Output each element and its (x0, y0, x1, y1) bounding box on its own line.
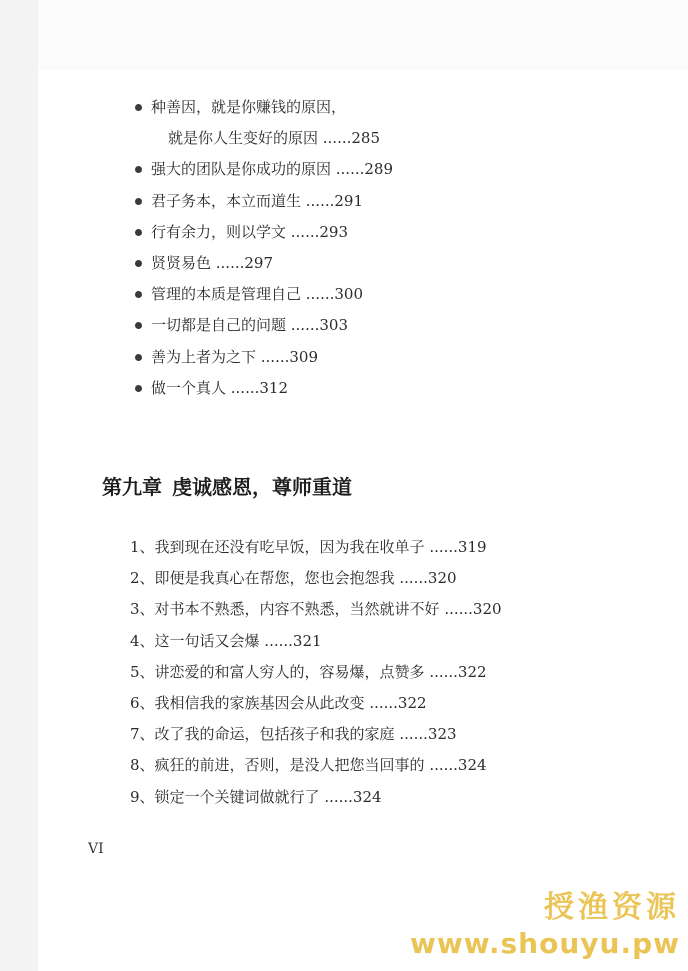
watermark-url: www.shouyu.pw (410, 927, 680, 960)
toc-bullet-item[interactable] (134, 373, 393, 404)
toc-entry-text: 强大的团队是你成功的原因 ......289 (151, 160, 394, 179)
toc-entry-text: 一切都是自己的问题 ......303 (151, 316, 349, 335)
toc-numbered-item[interactable]: 8、疯狂的前进，否则，是没人把您当回事的 ......324 (130, 756, 487, 775)
toc-entry-text: 君子务本，本立而道生 ......291 (151, 191, 364, 210)
toc-entry-text: 善为上者为之下 ......309 (151, 347, 319, 366)
page-number: VI (88, 841, 104, 857)
toc-bullet-item[interactable] (134, 310, 393, 341)
chapter-title-text: 虔诚感恩，尊师重道 (172, 475, 352, 499)
toc-numbered-item[interactable]: 3、对书本不熟悉，内容不熟悉，当然就讲不好 ......320 (130, 600, 502, 619)
toc-numbered-item[interactable]: 9、锁定一个关键词做就行了 ......324 (130, 787, 382, 806)
toc-entry-continuation: 就是你人生变好的原因 ......285 (168, 129, 381, 148)
toc-numbered-item[interactable]: 6、我相信我的家族基因会从此改变 ......322 (130, 694, 427, 713)
toc-entry-text: 做一个真人 ......312 (151, 378, 289, 397)
chapter-number: 第九章 (102, 475, 162, 499)
toc-bullet-item[interactable] (134, 279, 393, 310)
toc-numbered-item[interactable]: 5、讲恋爱的和富人穷人的，容易爆，点赞多 ......322 (130, 662, 487, 681)
toc-entry-text: 贤贤易色 ......297 (151, 254, 274, 273)
toc-bullet-item[interactable] (134, 342, 393, 373)
toc-numbered-item[interactable]: 4、这一句话又会爆 ......321 (130, 631, 322, 650)
page-left-margin (0, 0, 38, 971)
toc-bullet-item[interactable] (134, 154, 393, 185)
toc-numbered-item[interactable]: 7、改了我的命运，包括孩子和我的家庭 ......323 (130, 725, 457, 744)
toc-numbered-item[interactable]: 2、即便是我真心在帮您，您也会抱怨我 ......320 (130, 569, 457, 588)
chapter-heading[interactable] (102, 471, 352, 500)
toc-entry-text: 种善因，就是你赚钱的原因， (151, 98, 347, 116)
toc-entry-text: 行有余力，则以学文 ......293 (151, 222, 349, 241)
toc-bullet-item[interactable] (134, 92, 393, 154)
watermark-chinese: 授渔资源 (544, 890, 680, 925)
toc-bullet-item[interactable] (134, 248, 393, 279)
toc-bullet-item[interactable] (134, 186, 393, 217)
toc-bullet-item[interactable] (134, 217, 393, 248)
page-top-margin (38, 0, 688, 70)
bullet-list (134, 92, 393, 404)
toc-numbered-item[interactable]: 1、我到现在还没有吃早饭，因为我在收单子 ......319 (130, 538, 487, 556)
numbered-list (130, 532, 502, 813)
watermark (410, 889, 680, 961)
toc-entry-text: 管理的本质是管理自己 ......300 (151, 285, 364, 304)
